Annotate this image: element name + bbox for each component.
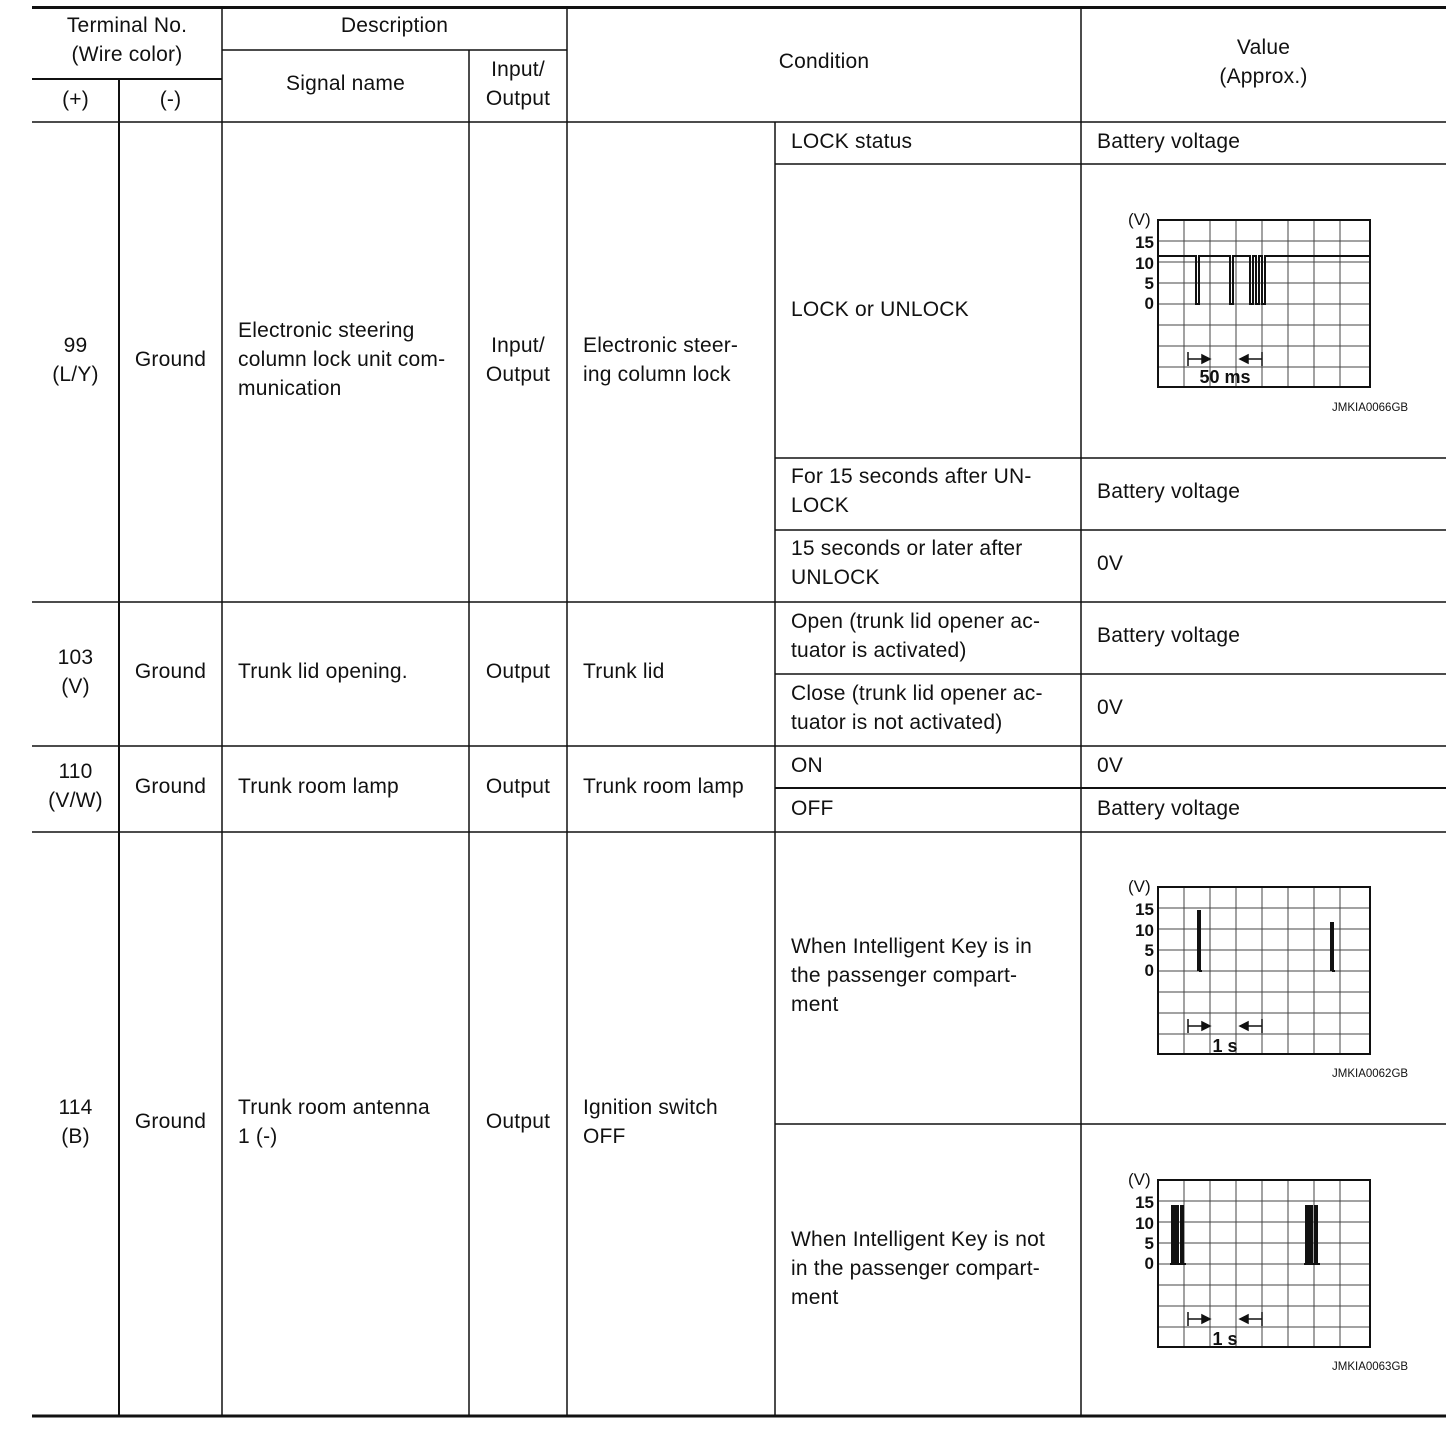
y-tick-10: 10 bbox=[1135, 254, 1154, 273]
y-tick-0: 0 bbox=[1144, 961, 1154, 980]
condition-103: Trunk lid bbox=[583, 660, 665, 683]
ground-99: Ground bbox=[134, 348, 207, 371]
subcondition-99-lock-unlock: LOCK or UNLOCK bbox=[791, 298, 969, 321]
scope-grid bbox=[1158, 887, 1370, 1054]
waveform-trace-burst-2 bbox=[1304, 1206, 1320, 1264]
value-110-off: Battery voltage bbox=[1097, 797, 1241, 820]
subcondition-103-open: Open (trunk lid opener ac- tuator is activated) bbox=[791, 610, 1041, 662]
time-scale-marker bbox=[1188, 352, 1262, 366]
y-tick-labels bbox=[1135, 900, 1154, 980]
condition-114: Ignition switch OFF bbox=[583, 1096, 718, 1148]
figure-code: JMKIA0062GB bbox=[1332, 1068, 1409, 1080]
condition-99: Electronic steer- ing column lock bbox=[583, 334, 739, 386]
terminal-103: 103 (V) bbox=[57, 646, 94, 698]
y-tick-labels bbox=[1135, 233, 1154, 313]
header-description: Description bbox=[340, 14, 449, 37]
header-condition: Condition bbox=[778, 50, 870, 73]
y-tick-5: 5 bbox=[1144, 941, 1154, 960]
value-103-open: Battery voltage bbox=[1097, 624, 1241, 647]
waveform-svg bbox=[1126, 206, 1386, 391]
terminal-table bbox=[32, 6, 1446, 1418]
subcondition-114-key-not-in: When Intelligent Key is not in the passenger compart- ment bbox=[791, 1228, 1046, 1309]
y-tick-15: 15 bbox=[1135, 1193, 1154, 1212]
subcondition-99-15s-after: For 15 seconds after UN- LOCK bbox=[791, 465, 1032, 517]
header-plus: (+) bbox=[62, 88, 89, 111]
terminal-110: 110 (V/W) bbox=[48, 760, 103, 812]
waveform-unit-label: (V) bbox=[1128, 1170, 1151, 1189]
waveform-chart-key-not-in bbox=[1126, 1166, 1386, 1356]
header-minus: (-) bbox=[159, 88, 182, 111]
value-99-15s-after: Battery voltage bbox=[1097, 480, 1241, 503]
time-scale-label: 1 s bbox=[1212, 1329, 1238, 1349]
waveform-trace bbox=[1158, 256, 1370, 304]
value-99-15s-later: 0V bbox=[1097, 552, 1124, 575]
value-103-close: 0V bbox=[1097, 696, 1124, 719]
waveform-svg bbox=[1126, 873, 1386, 1058]
subcondition-103-close: Close (trunk lid opener ac- tuator is not activated) bbox=[791, 682, 1043, 734]
terminal-114: 114 (B) bbox=[58, 1096, 93, 1148]
waveform-unit-label: (V) bbox=[1128, 210, 1151, 229]
subcondition-99-lock-status: LOCK status bbox=[791, 130, 913, 153]
y-tick-5: 5 bbox=[1144, 1234, 1154, 1253]
figure-code: JMKIA0066GB bbox=[1332, 402, 1409, 414]
waveform-trace-burst-1 bbox=[1170, 1206, 1186, 1264]
io-99: Input/ Output bbox=[485, 334, 551, 386]
y-tick-10: 10 bbox=[1135, 1214, 1154, 1233]
value-99-lock-status: Battery voltage bbox=[1097, 130, 1241, 153]
y-tick-labels bbox=[1135, 1193, 1154, 1273]
y-tick-0: 0 bbox=[1144, 294, 1154, 313]
waveform-trace-pulse-1 bbox=[1198, 911, 1202, 971]
header-value: Value (Approx.) bbox=[1219, 36, 1308, 88]
time-scale-marker bbox=[1188, 1312, 1262, 1326]
header-input-output: Input/ Output bbox=[485, 58, 551, 110]
waveform-chart-lock-unlock bbox=[1126, 206, 1386, 396]
subcondition-114-key-in: When Intelligent Key is in the passenger compart- ment bbox=[791, 935, 1032, 1016]
scope-grid bbox=[1158, 1180, 1370, 1347]
waveform-unit-label: (V) bbox=[1128, 877, 1151, 896]
time-scale-marker bbox=[1188, 1019, 1262, 1033]
waveform-svg bbox=[1126, 1166, 1386, 1351]
y-tick-5: 5 bbox=[1144, 274, 1154, 293]
header-signal-name: Signal name bbox=[286, 72, 405, 95]
ground-114: Ground bbox=[134, 1110, 207, 1133]
subcondition-110-off: OFF bbox=[791, 797, 834, 820]
terminal-99: 99 (L/Y) bbox=[52, 334, 99, 386]
y-tick-10: 10 bbox=[1135, 921, 1154, 940]
waveform-trace-pulse-2 bbox=[1331, 923, 1335, 971]
header-terminal-no: Terminal No. (Wire color) bbox=[66, 14, 188, 66]
io-103: Output bbox=[485, 660, 551, 683]
ground-110: Ground bbox=[134, 775, 207, 798]
y-tick-15: 15 bbox=[1135, 233, 1154, 252]
y-tick-0: 0 bbox=[1144, 1254, 1154, 1273]
y-tick-15: 15 bbox=[1135, 900, 1154, 919]
figure-code: JMKIA0063GB bbox=[1332, 1361, 1409, 1373]
time-scale-label: 1 s bbox=[1212, 1036, 1238, 1056]
signal-110: Trunk room lamp bbox=[238, 775, 399, 798]
waveform-chart-key-in bbox=[1126, 873, 1386, 1063]
io-110: Output bbox=[485, 775, 551, 798]
subcondition-110-on: ON bbox=[791, 754, 823, 777]
value-110-on: 0V bbox=[1097, 754, 1124, 777]
signal-103: Trunk lid opening. bbox=[238, 660, 408, 683]
time-scale-label: 50 ms bbox=[1199, 367, 1251, 387]
subcondition-99-15s-later: 15 seconds or later after UNLOCK bbox=[791, 537, 1023, 589]
signal-114: Trunk room antenna 1 (-) bbox=[238, 1096, 430, 1148]
ground-103: Ground bbox=[134, 660, 207, 683]
condition-110: Trunk room lamp bbox=[583, 775, 744, 798]
signal-99: Electronic steering column lock unit com- munication bbox=[238, 319, 446, 400]
io-114: Output bbox=[485, 1110, 551, 1133]
